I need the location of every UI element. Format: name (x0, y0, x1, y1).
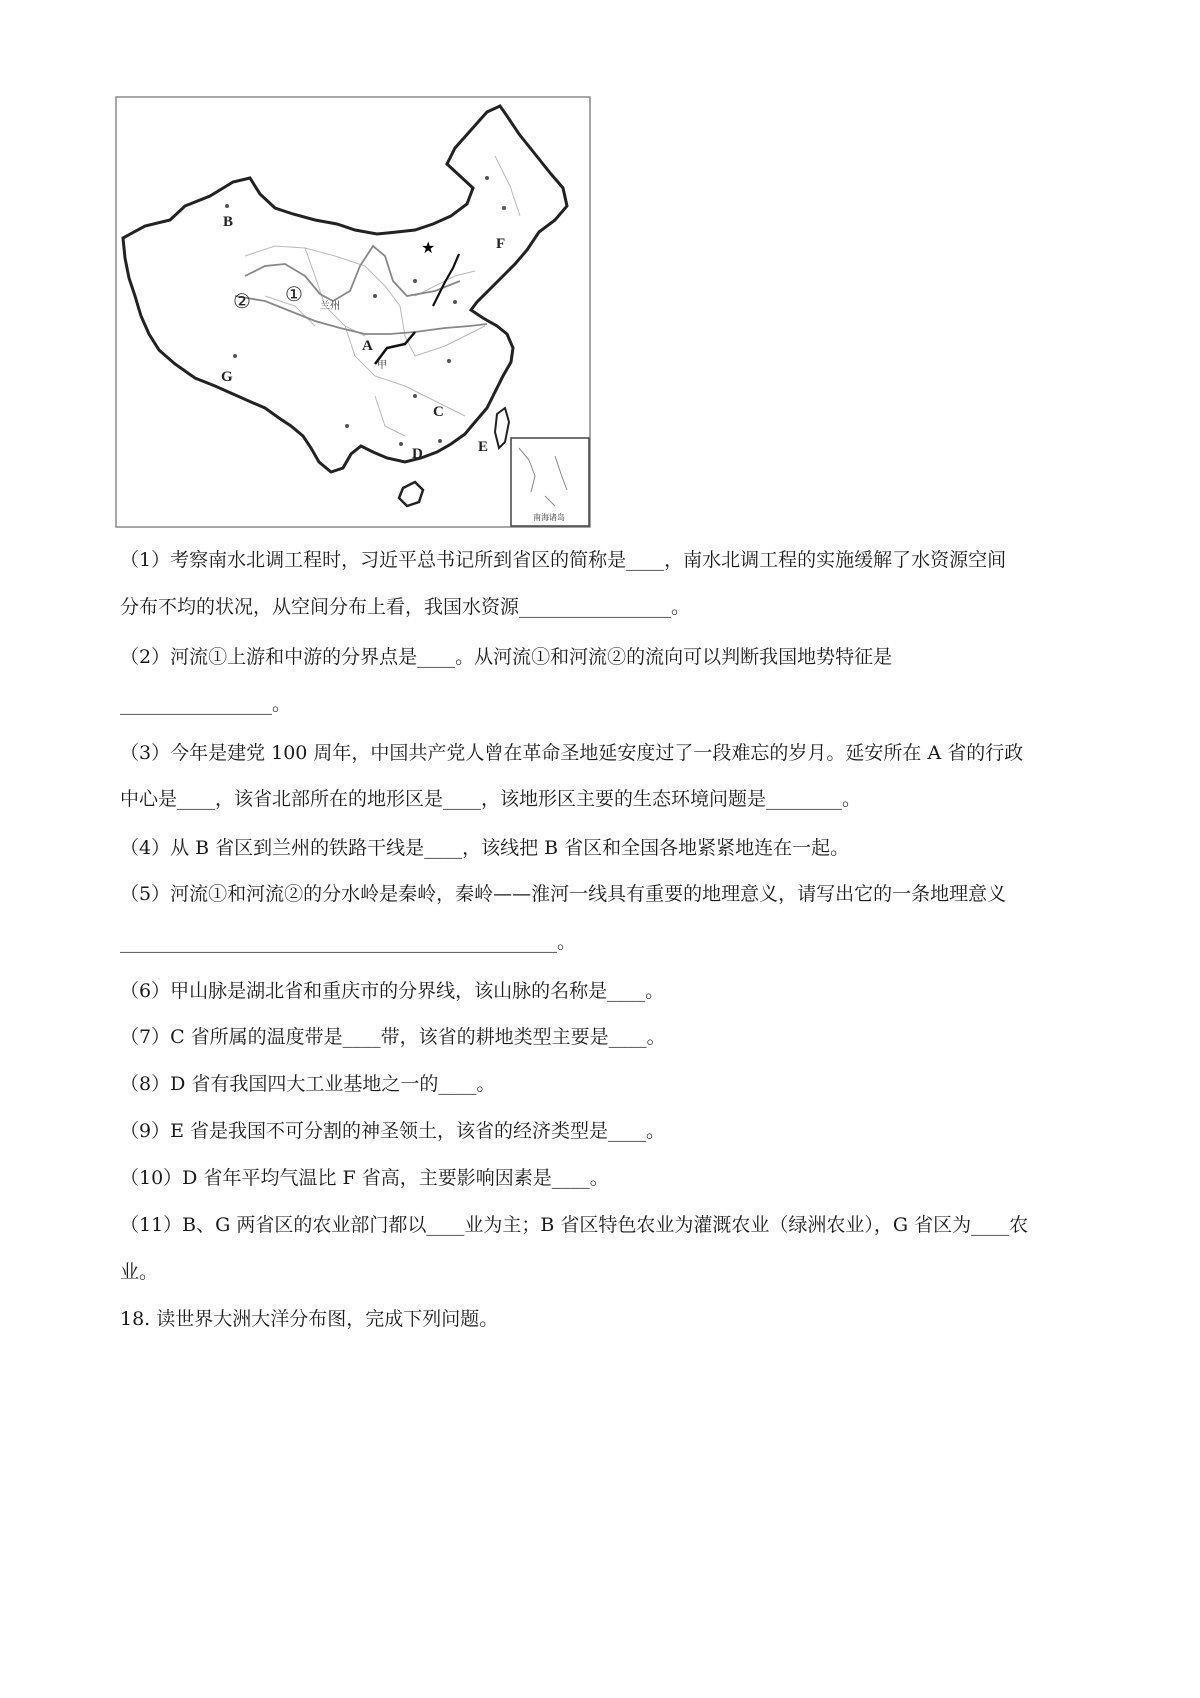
question-9-line1: （9）E 省是我国不可分割的神圣领土，该省的经济类型是____。 (120, 1120, 665, 1142)
inset-label: 南海诸岛 (533, 513, 565, 522)
question-5-line2: ______________________________________________。 (120, 931, 577, 953)
question-2-line2: ________________。 (120, 693, 292, 715)
question-7-line1: （7）C 省所属的温度带是____带，该省的耕地类型主要是____。 (120, 1026, 666, 1048)
question-2-line1: （2）河流①上游和中游的分界点是____。从河流①和河流②的流向可以判断我国地势特征是 (120, 646, 893, 668)
question-6-line1: （6）甲山脉是湖北省和重庆市的分界线，该山脉的名称是____。 (120, 980, 665, 1002)
capital-star-icon: ★ (421, 238, 436, 257)
question-3-line2: 中心是____，该省北部所在的地形区是____，该地形区主要的生态环境问题是________。 (120, 788, 862, 810)
china-map (115, 96, 591, 528)
china-map-svg (115, 96, 591, 528)
map-label-g: G (221, 369, 233, 385)
map-label-river2: ② (233, 291, 251, 313)
question-18-heading: 18. 读世界大洲大洋分布图，完成下列问题。 (120, 1308, 499, 1330)
map-label-b: B (223, 214, 234, 230)
map-label-jia: 甲 (377, 360, 387, 371)
question-1-line1: （1）考察南水北调工程时，习近平总书记所到省区的简称是____，南水北调工程的实施缓解了水资源空间 (120, 549, 1007, 571)
map-label-river1: ① (285, 284, 303, 306)
map-label-c: C (433, 404, 444, 420)
map-label-lanzhou: 兰州 (320, 301, 340, 312)
question-11-line1: （11）B、G 两省区的农业部门都以____业为主；B 省区特色农业为灌溉农业（绿洲农业），G 省区为____农 (120, 1214, 1029, 1236)
question-1-line2: 分布不均的状况，从空间分布上看，我国水资源________________。 (120, 596, 691, 618)
map-label-a: A (362, 338, 373, 354)
question-3-line1: （3）今年是建党 100 周年，中国共产党人曾在革命圣地延安度过了一段难忘的岁月。延安所在 A 省的行政 (120, 742, 1024, 764)
map-label-e: E (478, 439, 489, 455)
question-10-line1: （10）D 省年平均气温比 F 省高，主要影响因素是____。 (120, 1167, 609, 1189)
question-5-line1: （5）河流①和河流②的分水岭是秦岭，秦岭——淮河一线具有重要的地理意义，请写出它的一条地理意义 (120, 883, 1007, 905)
map-label-f: F (496, 236, 506, 252)
question-4-line1: （4）从 B 省区到兰州的铁路干线是____，该线把 B 省区和全国各地紧紧地连在一起。 (120, 837, 850, 859)
map-label-d: D (412, 446, 423, 462)
question-8-line1: （8）D 省有我国四大工业基地之一的____。 (120, 1073, 496, 1095)
question-11-line2: 业。 (120, 1261, 159, 1283)
